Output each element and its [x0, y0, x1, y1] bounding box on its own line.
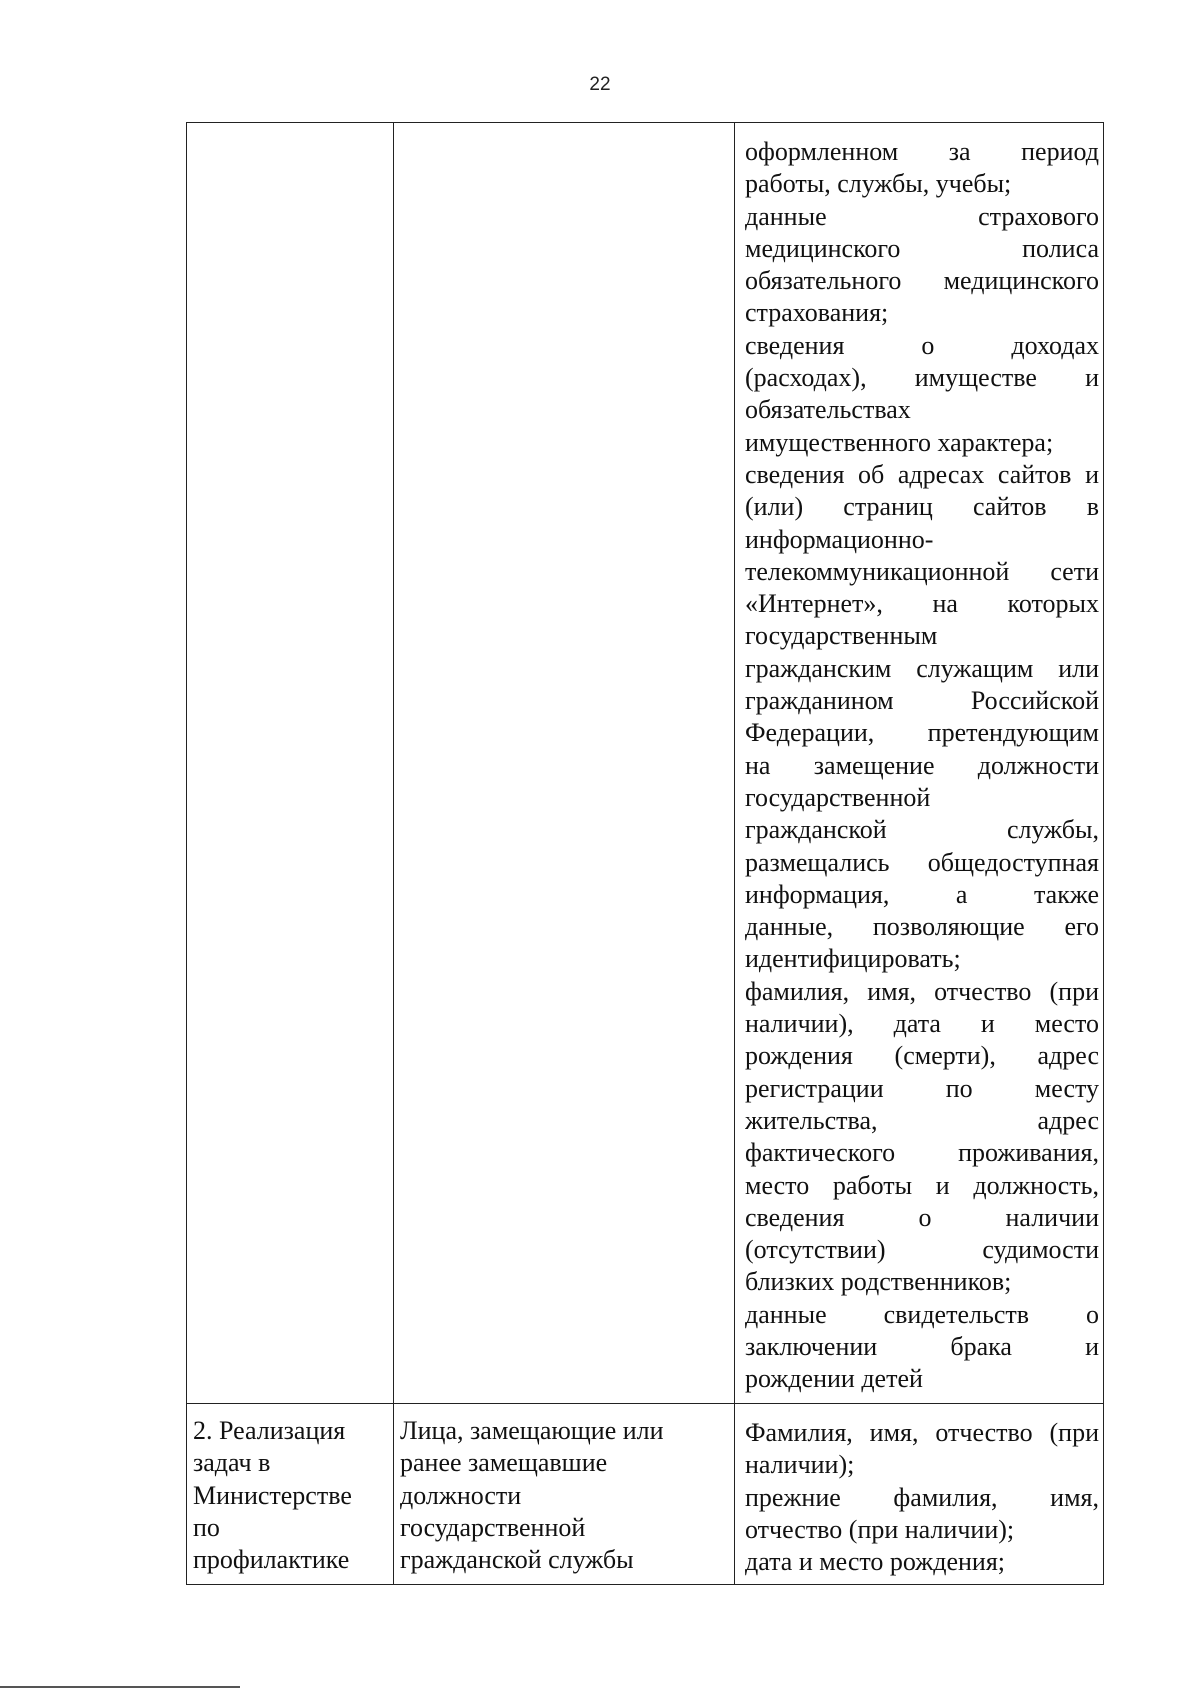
text-line: данные свидетельств о — [745, 1299, 1099, 1329]
table-cell-personal-data — [735, 1404, 1104, 1585]
text-line: фамилия, имя, отчество (при — [745, 976, 1099, 1006]
text-line: «Интернет», на которых — [745, 589, 1099, 619]
text-line: государственной — [400, 1512, 586, 1542]
text-line: медицинского полиса — [745, 233, 1099, 263]
text-line: наличии), дата и место — [745, 1009, 1099, 1039]
purpose-text — [187, 1404, 393, 1576]
text-line: гражданином Российской — [745, 686, 1099, 716]
table-cell-subjects — [394, 1404, 735, 1585]
text-line: обязательствах — [745, 395, 911, 425]
text-line: наличии); — [745, 1450, 855, 1480]
text-line: данные, позволяющие его — [745, 912, 1099, 942]
text-line: рождения (смерти), адрес — [745, 1041, 1099, 1071]
text-line: работы, службы, учебы; — [745, 169, 1012, 199]
text-line: отчество (при наличии); — [745, 1514, 1015, 1544]
text-line: Фамилия, имя, отчество (при — [745, 1418, 1099, 1447]
page-number: 22 — [589, 74, 611, 95]
personal-data-list — [735, 1404, 1103, 1578]
text-line: государственной — [745, 782, 931, 812]
text-line: информационно- — [745, 524, 934, 554]
text-line: информация, а также — [745, 879, 1099, 909]
text-line: (или) страниц сайтов в — [745, 492, 1099, 522]
text-line: ранее замещавшие — [400, 1448, 608, 1478]
text-line: жительства, адрес — [745, 1105, 1099, 1135]
text-line: гражданской службы — [400, 1545, 634, 1575]
text-line: гражданской службы, — [745, 815, 1099, 845]
text-line: сведения о наличии — [745, 1202, 1099, 1232]
text-line: обязательного медицинского — [745, 266, 1099, 296]
text-line: фактического проживания, — [745, 1138, 1099, 1168]
text-line: государственным — [745, 621, 938, 651]
text-line: Министерстве — [193, 1480, 352, 1510]
text-line: оформленном за период — [745, 137, 1099, 166]
table-cell-purpose — [187, 123, 394, 1404]
table-cell-subjects — [394, 123, 735, 1404]
text-line: страхования; — [745, 298, 889, 328]
text-line: регистрации по месту — [745, 1073, 1099, 1103]
text-line: место работы и должность, — [745, 1170, 1099, 1200]
text-line: задач в — [193, 1448, 271, 1478]
text-line: заключении брака и — [745, 1331, 1099, 1361]
text-line: гражданским служащим или — [745, 653, 1099, 683]
text-line: дата и место рождения; — [745, 1547, 1006, 1577]
table-cell-personal-data — [735, 123, 1104, 1404]
text-line: 2. Реализация — [193, 1416, 346, 1445]
personal-data-list — [735, 123, 1103, 1396]
text-line: телекоммуникационной сети — [745, 556, 1099, 586]
text-line: близких родственников; — [745, 1267, 1012, 1297]
text-line: идентифицировать; — [745, 944, 961, 974]
text-line: на замещение должности — [745, 750, 1099, 780]
text-line: Федерации, претендующим — [745, 718, 1099, 748]
text-line: (расходах), имуществе и — [745, 363, 1099, 393]
table-row — [187, 1404, 1104, 1585]
text-line: (отсутствии) судимости — [745, 1235, 1099, 1265]
text-line: сведения о доходах — [745, 330, 1099, 360]
text-line: Лица, замещающие или — [400, 1416, 664, 1445]
text-line: сведения об адресах сайтов и — [745, 459, 1099, 489]
text-line: данные страхового — [745, 201, 1099, 231]
text-line: по — [193, 1512, 220, 1542]
table-row — [187, 123, 1104, 1404]
data-table — [186, 122, 1104, 1585]
text-line: должности — [400, 1480, 522, 1510]
text-line: рождении детей — [745, 1364, 923, 1394]
text-line: профилактике — [193, 1545, 350, 1575]
footnote-rule — [0, 1686, 240, 1688]
table-cell-purpose — [187, 1404, 394, 1585]
text-line: имущественного характера; — [745, 427, 1054, 457]
subjects-text — [394, 1404, 734, 1576]
text-line: прежние фамилия, имя, — [745, 1482, 1099, 1512]
text-line: размещались общедоступная — [745, 847, 1099, 877]
